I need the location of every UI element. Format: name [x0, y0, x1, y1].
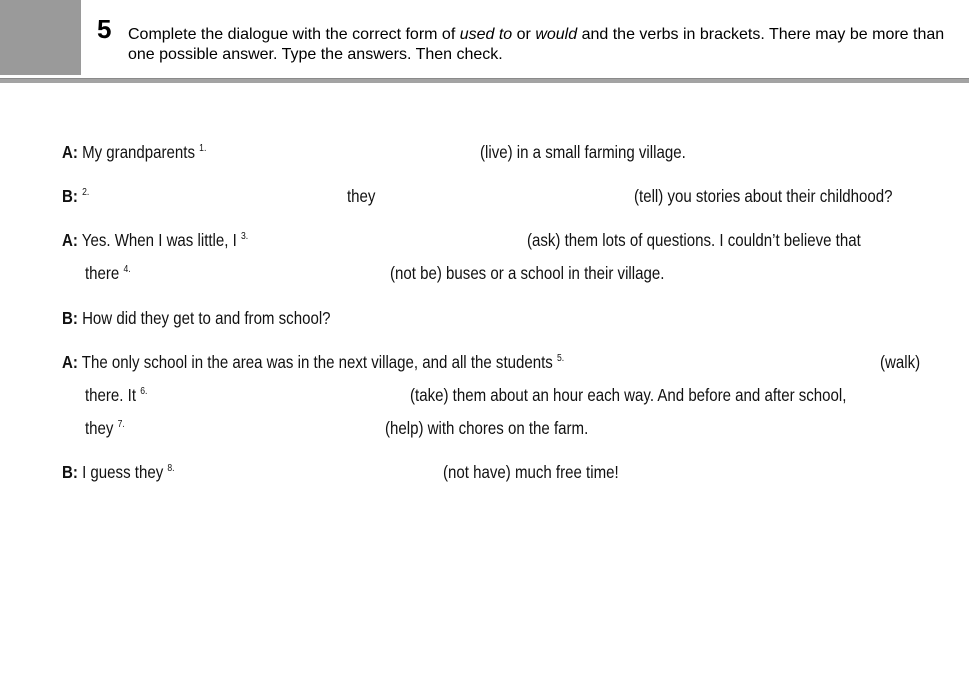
line-text: I guess they [77, 462, 168, 482]
verb-prompt: (walk) [880, 352, 921, 372]
verb-prompt: (not be) buses or a school in their village. [390, 263, 665, 283]
dialogue-line-6 [62, 352, 564, 373]
line-text: My grandparents [77, 142, 200, 162]
dialogue-line-4 [85, 263, 131, 284]
verb-prompt: (not have) much free time! [443, 462, 619, 482]
speaker-label: A: [62, 352, 78, 372]
dialogue-line-7 [85, 385, 147, 406]
line-text: How did they get to and from school? [77, 308, 331, 328]
dialogue-line-3 [62, 230, 248, 251]
header-divider-edge [0, 78, 969, 79]
instruction-or: or [512, 26, 536, 43]
dialogue-line-1 [62, 142, 206, 163]
line-text: there. It [85, 385, 141, 405]
instruction-text-1: Complete the dialogue with the correct form of [128, 26, 460, 43]
gap-number: 8. [167, 463, 175, 474]
dialogue-line-9 [62, 462, 175, 483]
gap-number: 5. [556, 353, 565, 364]
line-text: they [85, 418, 118, 438]
gap-number: 4. [123, 264, 131, 275]
dialogue-line-8 [85, 418, 125, 439]
instruction-would: would [535, 26, 578, 43]
speaker-label: A: [62, 230, 78, 250]
gap-number: 7. [117, 419, 125, 430]
dialogue-line-2 [62, 186, 89, 207]
speaker-label: B: [62, 186, 78, 206]
line-text: there [85, 263, 124, 283]
instruction-text-2: and the verbs in brackets. There may be more than one possible answer. Type the answers. Then check. [128, 26, 945, 63]
verb-prompt: (tell) you stories about their childhood? [634, 186, 893, 206]
line-text: Yes. When I was little, I [77, 230, 242, 250]
verb-prompt: (help) with chores on the farm. [385, 418, 589, 438]
exercise-instruction [128, 25, 948, 65]
verb-prompt: (live) in a small farming village. [480, 142, 686, 162]
verb-prompt: (take) them about an hour each way. And before and after school, [410, 385, 847, 405]
verb-prompt: (ask) them lots of questions. I couldn’t believe that [527, 230, 861, 250]
gap-number: 2. [82, 187, 90, 198]
exercise-number: 5 [97, 14, 112, 44]
gap-number: 6. [140, 386, 148, 397]
gap-number: 3. [241, 231, 249, 242]
instruction-used-to: used to [459, 26, 513, 43]
speaker-label: B: [62, 462, 78, 482]
line-text-mid: they [347, 186, 376, 206]
dialogue-line-5 [62, 308, 331, 329]
line-text: The only school in the area was in the next village, and all the students [77, 352, 557, 372]
header-grey-block [0, 0, 81, 75]
speaker-label: A: [62, 142, 78, 162]
gap-number: 1. [199, 143, 207, 154]
speaker-label: B: [62, 308, 78, 328]
